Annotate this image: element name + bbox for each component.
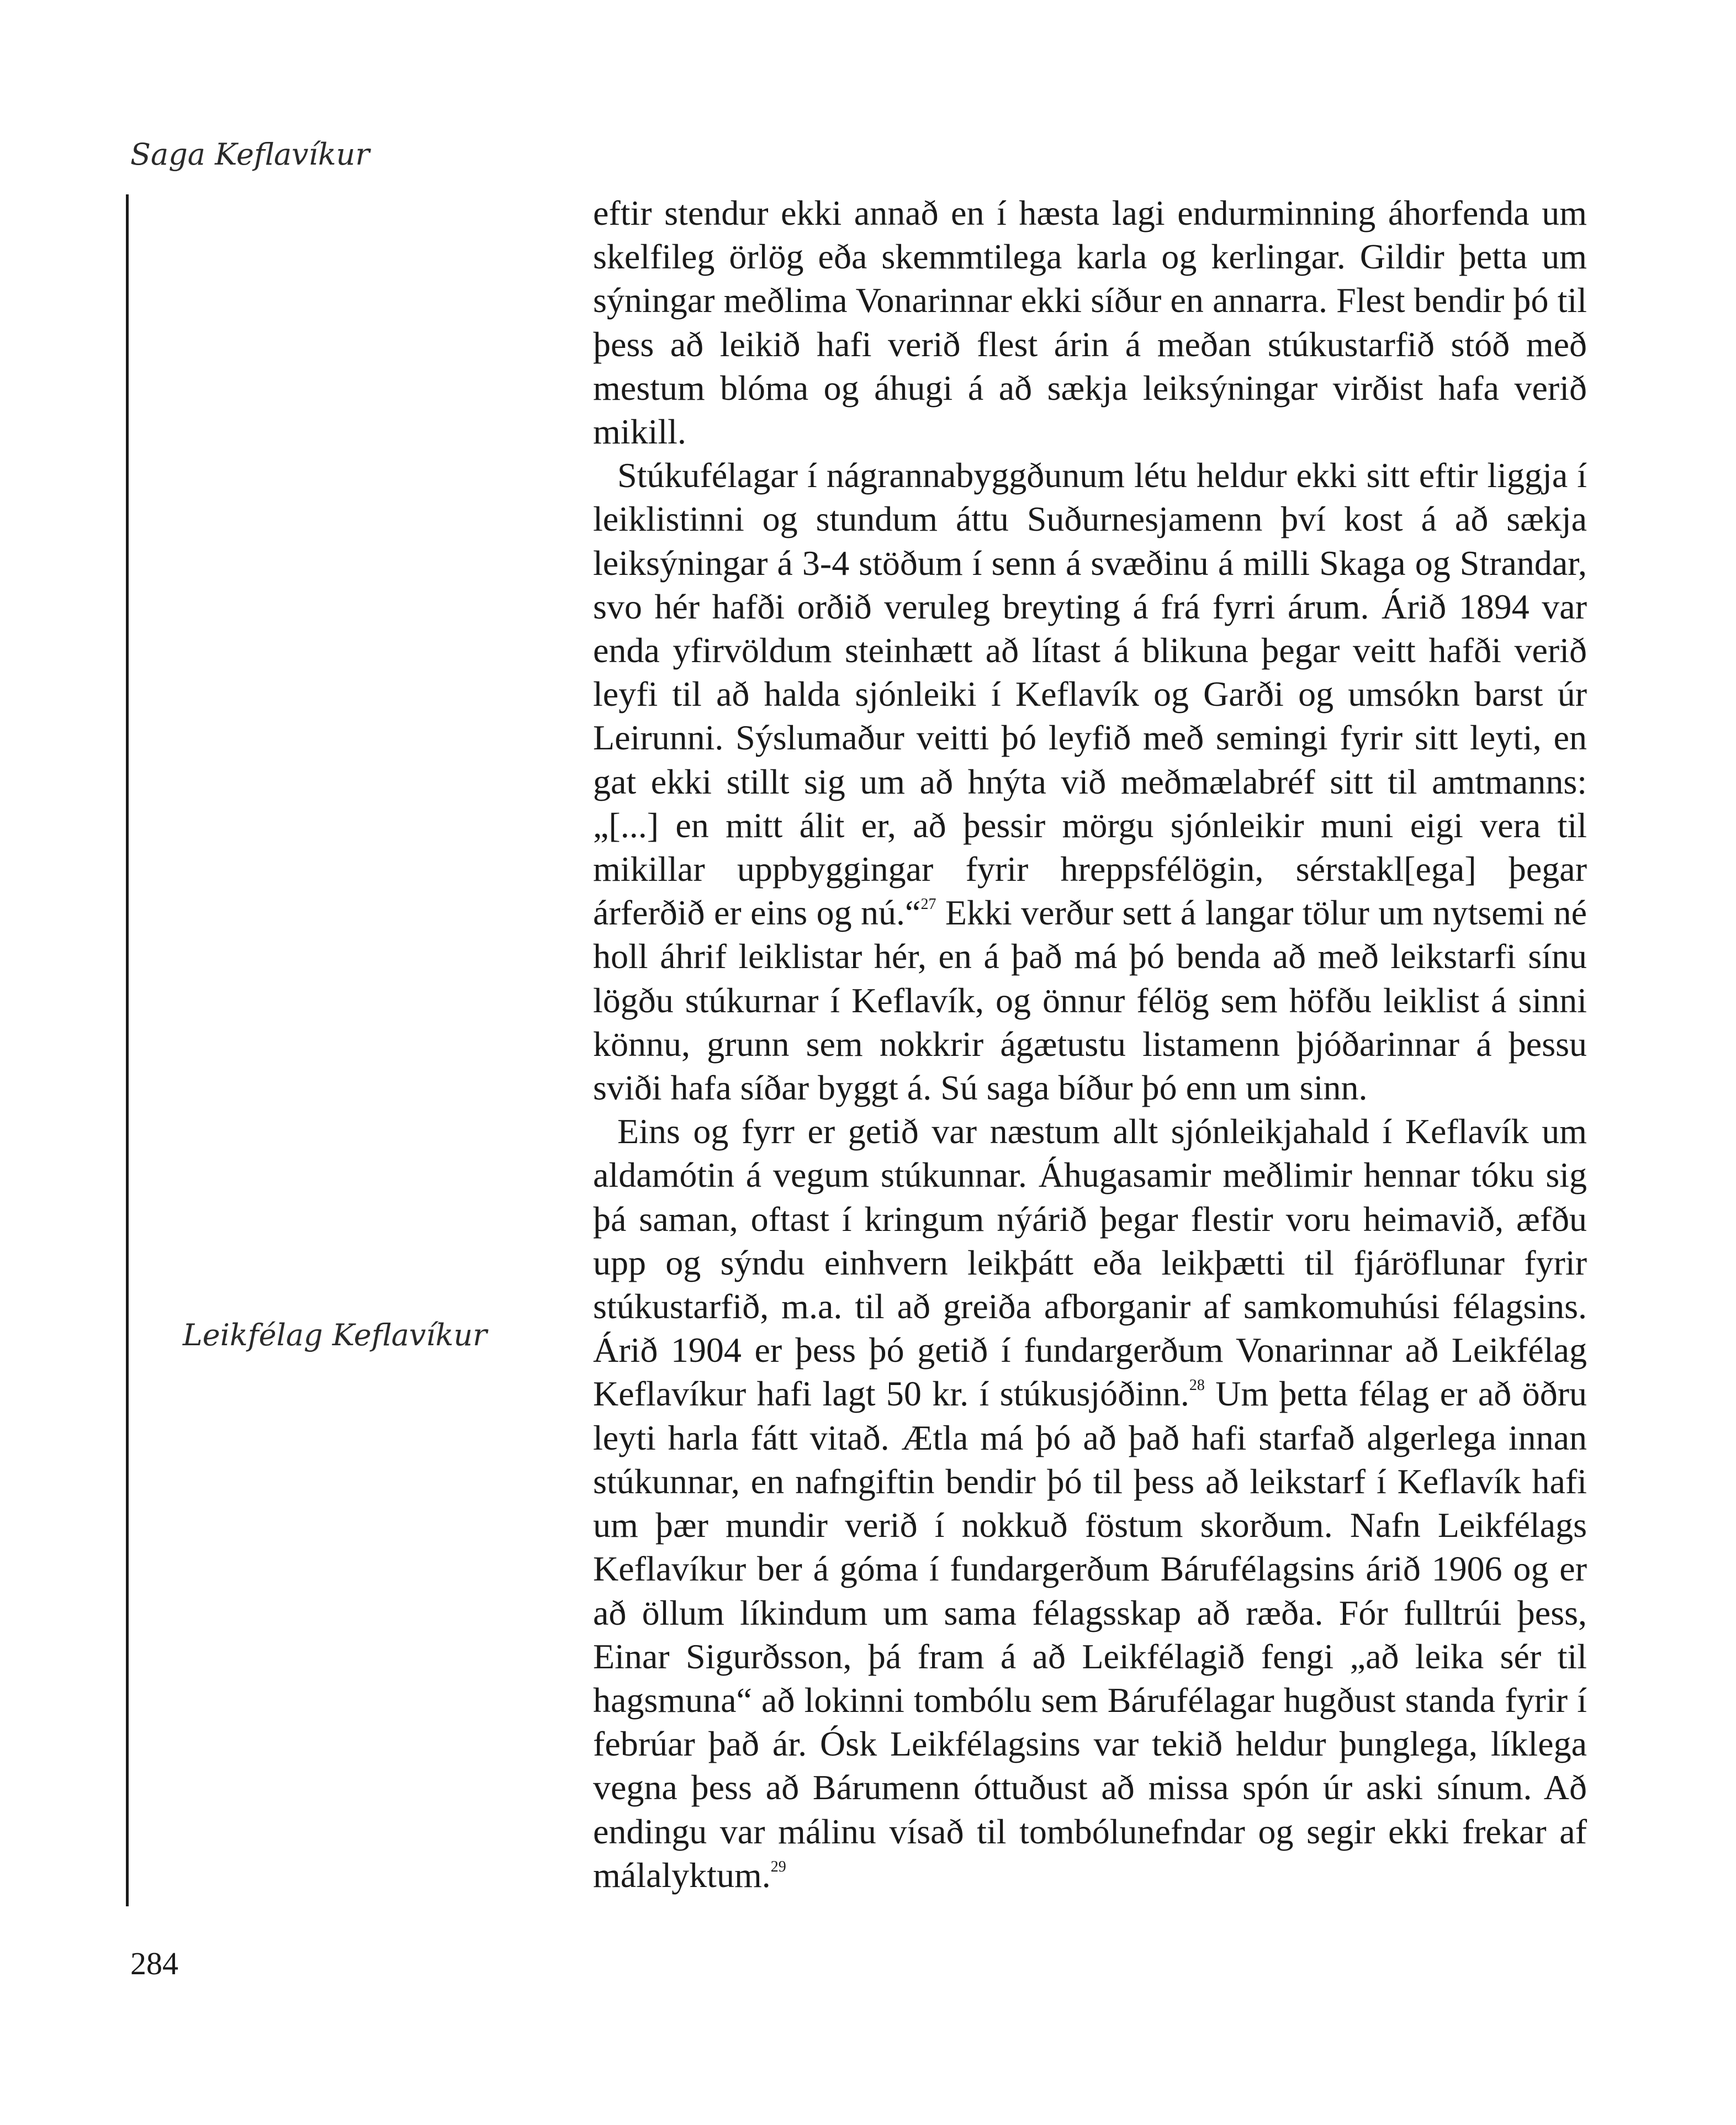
body-text [593, 191, 1587, 1897]
footnote-ref: 29 [770, 1858, 786, 1875]
footnote-ref: 28 [1189, 1377, 1205, 1394]
side-note: Leikfélag Keflavíkur [182, 1318, 487, 1352]
paragraph-text: Um þetta félag er að öðru leyti harla fátt vitað. Ætla má þó að það hafi starfað algerlega innan stúkunnar, en nafngiftin bendir þó til þess að leikstarf í Keflavík hafi um þær mundir verið í nokkuð föstum skorðum. Nafn Leikfélags Keflavíkur ber á góma í fundargerðum Bárufélagsins árið 1906 og er að öllum líkindum um sama félagsskap að ræða. Fór fulltrúi þess, Einar Sigurðsson, þá fram á að Leikfélagið fengi „að leika sér til hagsmuna“ að lokinni tombólu sem Bárufélagar hugðust standa fyrir í febrúar það ár. Ósk Leikfélagsins var tekið heldur þunglega, líklega vegna þess að Bárumenn óttuðust að missa spón úr aski sínum. Að endingu var málinu vísað til tombólunefndar og segir ekki frekar af málalyktum. [593, 1374, 1587, 1895]
paragraph [593, 453, 1587, 1109]
footnote-ref: 27 [920, 896, 936, 913]
page-number: 284 [130, 1946, 178, 1981]
paragraph-text: Stúkufélagar í nágrannabyggðunum létu heldur ekki sitt eftir liggja í leiklistinni og stundum áttu Suðurnesjamenn því kost á að sækja leiksýningar á 3-4 stöðum í senn á svæðinu á milli Skaga og Strandar, svo hér hafði orðið veruleg breyting á frá fyrri árum. Árið 1894 var enda yfirvöldum steinhætt að lítast á blikuna þegar veitt hafði verið leyfi til að halda sjónleiki í Keflavík og Garði og umsókn barst úr Leirunni. Sýslumaður veitti þó leyfið með semingi fyrir sitt leyti, en gat ekki stillt sig um að hnýta við meðmælabréf sitt til amtmanns: „[...] en mitt álit er, að þessir mörgu sjónleikir muni eigi vera til mikillar uppbyggingar fyrir hreppsfélögin, sérstakl[ega] þegar árferðið er eins og nú.“ [593, 456, 1587, 933]
paragraph-text: Ekki verður sett á langar tölur um nytsemi né holl áhrif leiklistar hér, en á það má þó benda að með leikstarfi sínu lögðu stúkurnar í Keflavík, og önnur félög sem höfðu leiklist á sinni könnu, grunn sem nokkrir ágætustu listamenn þjóðarinnar á þessu sviði hafa síðar byggt á. Sú saga bíður þó enn um sinn. [593, 893, 1587, 1108]
margin-rule [126, 194, 129, 1906]
running-head: Saga Keflavíkur [130, 137, 370, 172]
paragraph-text: Eins og fyrr er getið var næstum allt sjónleikjahald í Keflavík um aldamótin á vegum stúkunnar. Áhugasamir meðlimir hennar tóku sig þá saman, oftast í kringum nýárið þegar flestir voru heimavið, æfðu upp og sýndu einhvern leikþátt eða leikþætti til fjáröflunar fyrir stúkustarfið, m.a. til að greiða afborganir af samkomuhúsi félagsins. Árið 1904 er þess þó getið í fundargerðum Vonarinnar að Leikfélag Keflavíkur hafi lagt 50 kr. í stúkusjóðinn. [593, 1112, 1587, 1414]
paragraph-text: eftir stendur ekki annað en í hæsta lagi endurminning áhorfenda um skelfileg örlög eða skemmtilega karla og kerlingar. Gildir þetta um sýningar meðlima Vonarinnar ekki síður en annarra. Flest bendir þó til þess að leikið hafi verið flest árin á meðan stúkustarfið stóð með mestum blóma og áhugi á að sækja leiksýningar virðist hafa verið mikill. [593, 193, 1587, 452]
paragraph [593, 1109, 1587, 1897]
paragraph [593, 191, 1587, 453]
